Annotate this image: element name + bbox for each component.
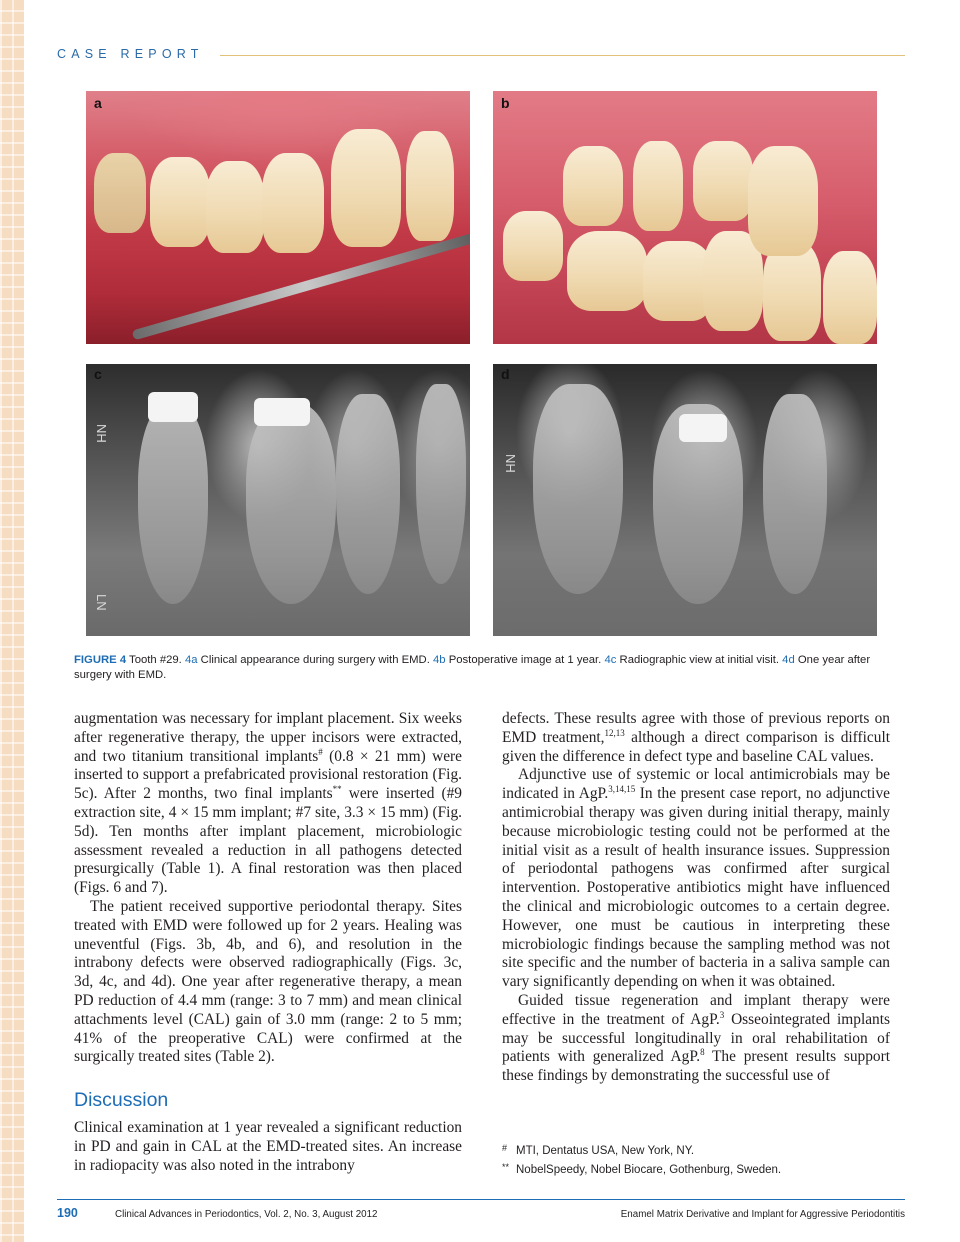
caption-ref: 4d [782,654,795,666]
citation-ref: 3,14,15 [608,784,636,795]
tooth-root-shape [246,404,336,604]
citation-ref: 8 [700,1047,705,1058]
tooth-shape [567,231,647,311]
caption-ref: 4c [604,654,617,666]
tooth-shape [823,251,877,344]
body-text: In the present case report, no adjunctive antimicrobial therapy was given during initial therapy, mainly because microbiologic testing could not be performed at the initial visit as a result of health insurance issues. Suppression of periodontal pathogens was confirmed after surgical intervention. Postoperative antibiotics might have influenced the clinical and microbiologic outcomes to a certain degree. However, one must be cautious in interpreting these microbiologic findings because the sampling method was not site specific and the number of bacteria in a saliva sample can vary significantly depending on when it was obtained. [502,785,890,991]
section-heading: Discussion [74,1089,169,1112]
metal-restoration [679,414,727,442]
body-paragraph: The patient received supportive periodontal therapy. Sites treated with EMD were followed up for 2 years. Healing was uneventful (Figs. 3b, 4b, and 6), and resolution in the intrabony defects were observed radiographically (Figs. 3c, 3d, 4c, and 4d). One year after regenerative therapy, a mean PD reduction of 4.4 mm (range: 3 to 7 mm) and mean clinical attachments level (CAL) gain of 3.0 mm (range: 2 to 5 mm; 41% of the preoperative CAL) were confirmed at the surgically treated sites (Table 2). [74,897,462,1066]
body-text: Guided tissue regeneration and implant therapy were effective in the treatment of AgP. [502,991,890,1028]
panel-letter-b: b [501,95,510,111]
tooth-shape [693,141,753,221]
footnote [502,1159,902,1178]
tooth-shape [331,129,401,247]
footer-rule [57,1199,905,1200]
metal-restoration [148,392,198,422]
caption-text: Clinical appearance during surgery with EMD. [200,654,430,666]
body-paragraph [502,992,890,1086]
body-text: were inserted (#9 extraction site, 4 × 15 mm implant; #7 site, 3.3 × 15 mm) (Fig. 5d). Ten months after implant placement, microbiologic assessment revealed a reduction in all pathogens detected presurgically (Table 1). A final restoration was then placed (Figs. 6 and 7). [74,785,462,897]
body-text: augmentation was necessary for implant placement. Six weeks after regenerative therapy, the upper incisors were extracted, and two titanium transitional implants [74,710,462,765]
body-text: defects. These results agree with those of previous reports on EMD treatment, [502,710,890,746]
body-paragraph [74,710,462,898]
footnote [502,1140,902,1159]
tooth-shape [748,146,818,256]
caption-ref: 4b [433,654,446,666]
body-text: Adjunctive use of systemic or local antimicrobials may be indicated in AgP. [502,766,890,803]
figure-panel-d-radiograph [493,364,877,636]
caption-title: Tooth #29. [129,654,182,666]
caption-figure-label: FIGURE 4 [74,654,127,666]
footnote-mark: ** [332,784,342,795]
footnote-text: MTI, Dentatus USA, New York, NY. [516,1145,695,1157]
body-text: although a direct comparison is difficult given the difference in defect type and baseline CAL values. [502,728,891,765]
tooth-shape [94,153,146,233]
page-footer [57,1206,905,1224]
body-text: (0.8 × 21 mm) were inserted to support a prefabricated provisional restoration (Fig. 5c). After 2 months, two final implants [74,747,462,803]
caption-ref: 4a [184,654,198,666]
page-number: 190 [57,1206,78,1220]
footnote-mark: # [502,1143,508,1153]
caption-text: One year after surgery with EMD. [74,654,871,681]
tooth-shape [563,146,623,226]
page-header [57,46,905,66]
journal-citation: Clinical Advances in Periodontics, Vol. 2, No. 3, August 2012 [115,1209,378,1220]
body-text: The present results support these findings by demonstrating the successful use of [502,1048,890,1085]
figure-panel-a-photo [86,91,470,344]
footnote-text: NobelSpeedy, Nobel Biocare, Gothenburg, Sweden. [516,1164,782,1176]
caption-text: Postoperative image at 1 year. [448,654,602,666]
citation-ref: 3 [719,1009,725,1020]
footnote-mark: ** [502,1162,510,1172]
citation-ref: 12,13 [604,727,625,738]
body-paragraph [502,766,890,992]
film-mark: NH [503,454,518,473]
film-mark: NH [94,424,109,443]
figure-panel-b-photo [493,91,877,344]
panel-letter-d: d [501,366,510,382]
metal-restoration [254,398,310,426]
tooth-shape [150,157,210,247]
body-paragraph [502,710,890,766]
figure-panel-c-radiograph [86,364,470,636]
footnotes [502,1140,902,1178]
tooth-root-shape [138,404,208,604]
tooth-shape [406,131,454,241]
tooth-root-shape [533,384,623,594]
figure-caption [74,653,904,683]
decorative-side-strip [0,0,24,1242]
body-paragraph: Clinical examination at 1 year revealed a significant reduction in PD and gain in CAL at the EMD-treated sites. An increase in radiopacity was also noted in the intrabony [74,1119,462,1174]
panel-letter-a: a [94,95,102,111]
tooth-shape [633,141,683,231]
tooth-shape [262,153,324,253]
tooth-root-shape [336,394,400,594]
running-title: Enamel Matrix Derivative and Implant for Aggressive Periodontitis [620,1209,905,1220]
tooth-shape [206,161,264,253]
section-label: CASE REPORT [57,47,204,61]
tooth-root-shape [763,394,827,594]
panel-letter-c: c [94,366,102,382]
footnote-mark: # [318,746,323,757]
header-rule [220,55,905,56]
caption-text: Radiographic view at initial visit. [619,654,780,666]
tooth-root-shape [416,384,466,584]
right-text-column [502,710,890,1086]
tooth-shape [503,211,563,281]
tooth-shape [763,241,821,341]
left-text-column [74,710,462,1176]
body-text: Osseointegrated implants may be successful longitudinally in oral rehabilitation of patients with generalized AgP. [502,1010,891,1066]
film-mark: LN [94,594,109,611]
